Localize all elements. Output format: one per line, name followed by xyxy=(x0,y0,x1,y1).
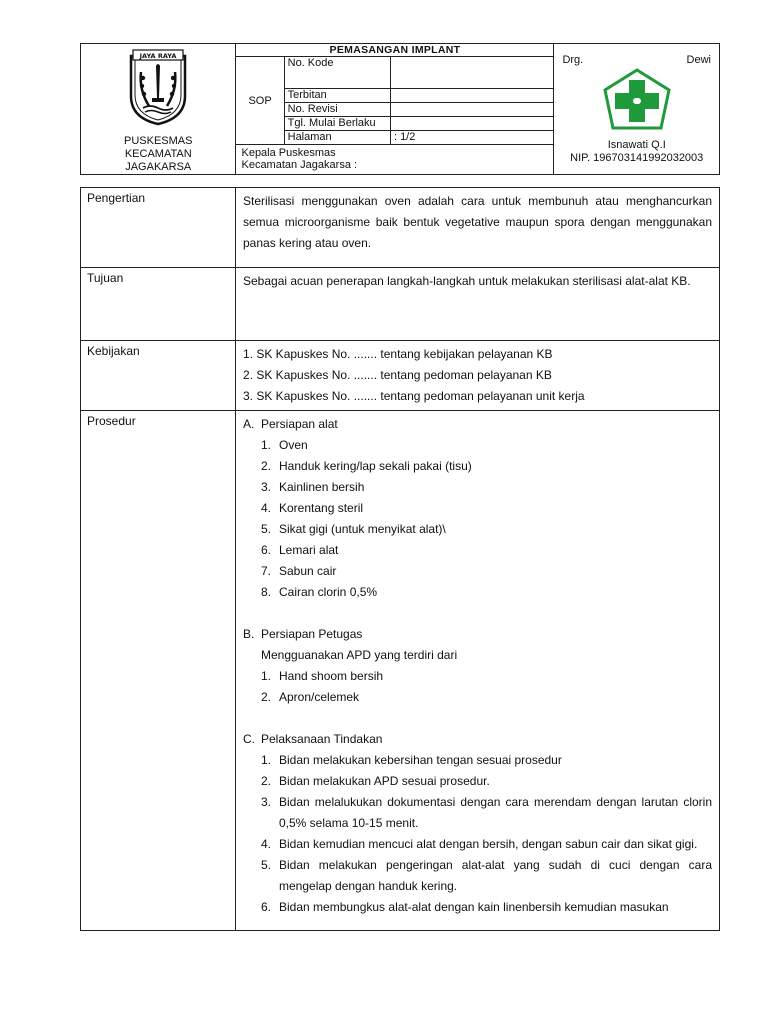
sop-body-table xyxy=(80,187,720,931)
section-title: Persiapan alat xyxy=(261,417,338,431)
section-mark: A. xyxy=(243,417,255,431)
item-text: Bidan melalukukan dokumentasi dengan cara merendam dengan larutan clorin 0,5% selama 10-15 menit. xyxy=(279,795,712,830)
section-spacer xyxy=(243,603,712,624)
list-item xyxy=(243,477,712,498)
item-number: 5. xyxy=(261,522,272,536)
item-number: 4. xyxy=(261,837,272,851)
list-item xyxy=(243,456,712,477)
content-prosedur xyxy=(236,411,720,931)
sop-label: SOP xyxy=(236,57,284,145)
label-tujuan: Tujuan xyxy=(81,268,236,341)
item-number: 4. xyxy=(261,501,272,515)
item-text: Cairan clorin 0,5% xyxy=(279,585,378,599)
item-text: Handuk kering/lap sekali pakai (tisu) xyxy=(279,459,472,473)
content-tujuan: Sebagai acuan penerapan langkah-langkah untuk melakukan sterilisasi alat-alat KB. xyxy=(236,268,720,341)
section-title: Pelaksanaan Tindakan xyxy=(261,732,383,746)
item-number: 1. xyxy=(261,669,272,683)
list-item xyxy=(243,897,712,918)
field-value-no-revisi xyxy=(390,103,554,117)
org-line-2: KECAMATAN xyxy=(124,148,192,160)
organization-name xyxy=(81,135,235,174)
item-text: Kainlinen bersih xyxy=(279,480,365,494)
signer-nip: NIP. 196703141992032003 xyxy=(570,152,704,164)
list-item xyxy=(243,666,712,687)
content-pengertian: Sterilisasi menggunakan oven adalah cara untuk membunuh atau menghancurkan semua microorganisme baik bentuk vegetative maupun spora dengan menggunakan panas kering atau oven. xyxy=(236,188,720,268)
section-intro: Mengguanakan APD yang terdiri dari xyxy=(261,648,458,662)
org-line-1: PUSKESMAS xyxy=(124,135,193,147)
prosedur-section-b-heading xyxy=(243,624,712,645)
sop-header-table xyxy=(80,43,720,175)
label-kebijakan: Kebijakan xyxy=(81,341,236,411)
item-number: 6. xyxy=(261,543,272,557)
signer-name: Isnawati Q.I xyxy=(607,139,666,151)
row-prosedur xyxy=(81,411,720,931)
list-item xyxy=(243,855,712,897)
field-value-no-kode xyxy=(390,57,554,89)
item-number: 7. xyxy=(261,564,272,578)
item-number: 3. xyxy=(261,480,272,494)
org-line-3: JAGAKARSA xyxy=(125,161,192,173)
item-text: Bidan melakukan kebersihan tengan sesuai prosedur xyxy=(279,753,562,767)
jakarta-emblem-icon xyxy=(127,48,189,126)
section-title: Persiapan Petugas xyxy=(261,627,363,641)
row-kebijakan xyxy=(81,341,720,411)
kebijakan-item: 2. SK Kapuskes No. ....... tentang pedoman pelayanan KB xyxy=(243,368,552,382)
list-item xyxy=(243,792,712,834)
item-text: Lemari alat xyxy=(279,543,339,557)
row-pengertian xyxy=(81,188,720,268)
item-number: 1. xyxy=(261,753,272,767)
label-prosedur: Prosedur xyxy=(81,411,236,931)
head-line-1: Kepala Puskesmas xyxy=(241,147,336,159)
list-item xyxy=(243,834,712,855)
item-text: Korentang steril xyxy=(279,501,364,515)
field-label-no-revisi: No. Revisi xyxy=(284,103,390,117)
item-number: 2. xyxy=(261,459,272,473)
field-label-no-kode: No. Kode xyxy=(284,57,390,89)
signer-title-right: Dewi xyxy=(686,54,711,66)
signer-cell xyxy=(554,44,720,175)
item-text: Apron/celemek xyxy=(279,690,360,704)
item-number: 8. xyxy=(261,585,272,599)
emblem-banner-text: JAYA RAYA xyxy=(139,52,177,60)
item-number: 5. xyxy=(261,858,272,872)
puskesmas-cross-logo-icon xyxy=(601,68,673,132)
item-text: Hand shoom bersih xyxy=(279,669,384,683)
item-text: Oven xyxy=(279,438,308,452)
logo-cell xyxy=(81,44,236,175)
list-item xyxy=(243,582,712,603)
prosedur-section-a-heading xyxy=(243,414,712,435)
kebijakan-item: 3. SK Kapuskes No. ....... tentang pedoman pelayanan unit kerja xyxy=(243,389,585,403)
content-kebijakan xyxy=(236,341,720,411)
list-item xyxy=(243,435,712,456)
item-text: Sabun cair xyxy=(279,564,337,578)
item-number: 3. xyxy=(261,795,272,809)
item-text: Bidan kemudian mencuci alat dengan bersih, dengan sabun cair dan sikat gigi. xyxy=(279,837,698,851)
prosedur-section-c-heading xyxy=(243,729,712,750)
list-item xyxy=(243,687,712,708)
field-label-tgl-mulai: Tgl. Mulai Berlaku xyxy=(284,117,390,131)
field-value-halaman: : 1/2 xyxy=(390,131,554,145)
head-of-puskesmas-cell xyxy=(236,145,554,175)
item-number: 2. xyxy=(261,690,272,704)
list-item xyxy=(243,750,712,771)
item-number: 2. xyxy=(261,774,272,788)
signer-title-line xyxy=(562,54,711,68)
item-number: 6. xyxy=(261,900,272,914)
field-label-terbitan: Terbitan xyxy=(284,89,390,103)
section-mark: B. xyxy=(243,627,255,641)
field-value-terbitan xyxy=(390,89,554,103)
item-text: Bidan melakukan APD sesuai prosedur. xyxy=(279,774,490,788)
item-text: Sikat gigi (untuk menyikat alat)\ xyxy=(279,522,446,536)
row-tujuan xyxy=(81,268,720,341)
kebijakan-item: 1. SK Kapuskes No. ....... tentang kebijakan pelayanan KB xyxy=(243,347,553,361)
document-title: PEMASANGAN IMPLANT xyxy=(236,44,554,57)
label-pengertian: Pengertian xyxy=(81,188,236,268)
item-text: Bidan membungkus alat-alat dengan kain linenbersih kemudian masukan xyxy=(279,900,669,914)
list-item xyxy=(243,519,712,540)
list-item xyxy=(243,498,712,519)
signer-title-left: Drg. xyxy=(562,54,584,66)
item-text: Bidan melakukan pengeringan alat-alat yang sudah di cuci dengan cara mengelap dengan handuk kering. xyxy=(279,858,712,893)
head-line-2: Kecamatan Jagakarsa : xyxy=(241,159,358,171)
list-item xyxy=(243,771,712,792)
field-value-tgl-mulai xyxy=(390,117,554,131)
section-mark: C. xyxy=(243,732,255,746)
item-number: 1. xyxy=(261,438,272,452)
list-item xyxy=(243,540,712,561)
list-item xyxy=(243,561,712,582)
section-spacer xyxy=(243,708,712,729)
field-label-halaman: Halaman xyxy=(284,131,390,145)
